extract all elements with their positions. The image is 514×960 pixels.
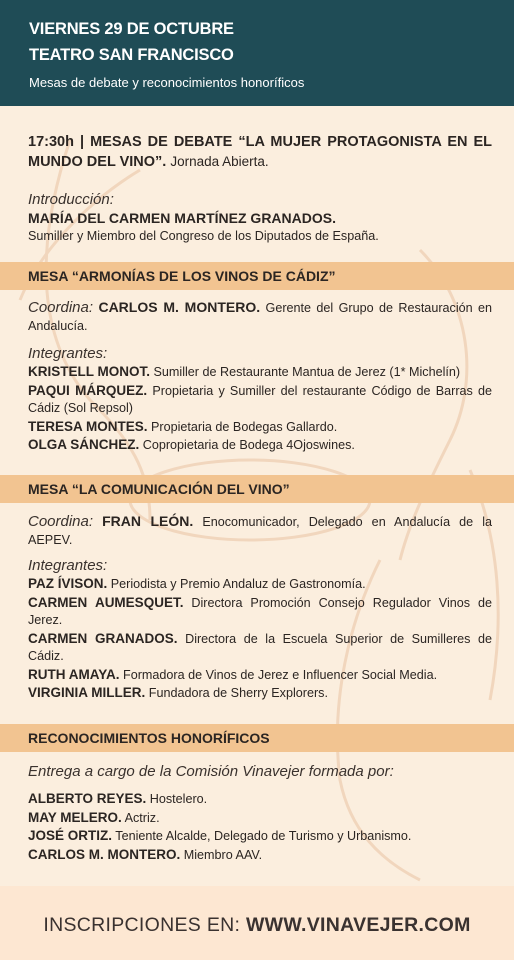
mesa-2-members-label: Integrantes: — [28, 557, 108, 574]
list-item: VIRGINIA MILLER. Fundadora de Sherry Explorers. — [28, 685, 328, 700]
mesa-1-members — [28, 344, 492, 455]
list-item: MAY MELERO. Actriz. — [28, 809, 160, 825]
mesa-1-coord-name: CARLOS M. MONTERO. — [98, 299, 261, 315]
registration-text — [0, 914, 514, 937]
list-item: CARMEN GRANADOS. Directora de la Escuela Superior de Sumilleres de Cádiz. — [28, 630, 492, 663]
registration-link[interactable]: WWW.VINAVEJER.COM — [245, 914, 471, 936]
mesa-1-members-label: Integrantes: — [28, 345, 108, 362]
intro-name: MARÍA DEL CARMEN MARTÍNEZ GRANADOS. — [28, 210, 336, 226]
honors-heading: RECONOCIMIENTOS HONORÍFICOS — [28, 730, 270, 746]
list-item: CARLOS M. MONTERO. Miembro AAV. — [28, 846, 263, 862]
mesa-1-coord-label: Coordina: — [28, 299, 94, 316]
opening-note: Jornada Abierta. — [170, 154, 269, 169]
list-item: KRISTELL MONOT. Sumiller de Restaurante Mantua de Jerez (1* Michelín) — [28, 364, 461, 379]
honors-intro: Entrega a cargo de la Comisión Vinavejer formada por: — [28, 763, 394, 780]
mesa-1-heading: MESA “ARMONÍAS DE LOS VINOS DE CÁDIZ” — [28, 268, 336, 284]
opening-title — [28, 132, 492, 172]
registration-footer — [0, 886, 514, 960]
list-item: PAZ ÍVISON. Periodista y Premio Andaluz de Gastronomía. — [28, 576, 366, 591]
honors-members — [28, 790, 492, 864]
intro-label: Introducción: — [28, 191, 114, 208]
opening-separator: | — [79, 134, 85, 150]
section-band-mesa-2 — [0, 475, 514, 503]
section-band-mesa-1 — [0, 262, 514, 290]
list-item: CARMEN AUMESQUET. Directora Promoción Consejo Regulador Vinos de Jerez. — [28, 594, 492, 627]
section-band-honors — [0, 724, 514, 752]
opening-time: 17:30h — [28, 134, 74, 150]
registration-label: INSCRIPCIONES EN: — [43, 914, 241, 936]
intro-role: Sumiller y Miembro del Congreso de los Diputados de España. — [28, 229, 379, 243]
mesa-2-coord-name: FRAN LEÓN. — [102, 513, 194, 529]
event-venue: TEATRO SAN FRANCISCO — [29, 46, 234, 64]
mesa-2-coord-label: Coordina: — [28, 513, 94, 530]
event-subtitle: Mesas de debate y reconocimientos honoríficos — [29, 75, 305, 90]
mesa-2-coordinator — [28, 512, 492, 549]
list-item: TERESA MONTES. Propietaria de Bodegas Gallardo. — [28, 418, 338, 434]
mesa-1-coordinator — [28, 298, 492, 335]
mesa-2-members — [28, 556, 492, 703]
opening-intro — [28, 190, 492, 246]
list-item: PAQUI MÁRQUEZ. Propietaria y Sumiller del restaurante Código de Barras de Cádiz (Sol Repsol) — [28, 382, 493, 415]
list-item: OLGA SÁNCHEZ. Copropietaria de Bodega 4Ojoswines. — [28, 437, 355, 452]
mesa-1-coord-role: Gerente del Grupo de Restauración en Andalucía. — [28, 301, 493, 333]
mesa-2-heading: MESA “LA COMUNICACIÓN DEL VINO” — [28, 481, 290, 497]
opening-heading: MESAS DE DEBATE “LA MUJER PROTAGONISTA EN EL MUNDO DEL VINO”. — [28, 134, 493, 170]
list-item: JOSÉ ORTIZ. Teniente Alcalde, Delegado de Turismo y Urbanismo. — [28, 828, 412, 843]
list-item: ALBERTO REYES. Hostelero. — [28, 791, 208, 806]
event-date: VIERNES 29 DE OCTUBRE — [29, 20, 234, 38]
event-header — [0, 0, 514, 106]
mesa-2-coord-role: Enocomunicador, Delegado en Andalucía de la AEPEV. — [28, 515, 493, 547]
list-item: RUTH AMAYA. Formadora de Vinos de Jerez e Influencer Social Media. — [28, 666, 438, 682]
